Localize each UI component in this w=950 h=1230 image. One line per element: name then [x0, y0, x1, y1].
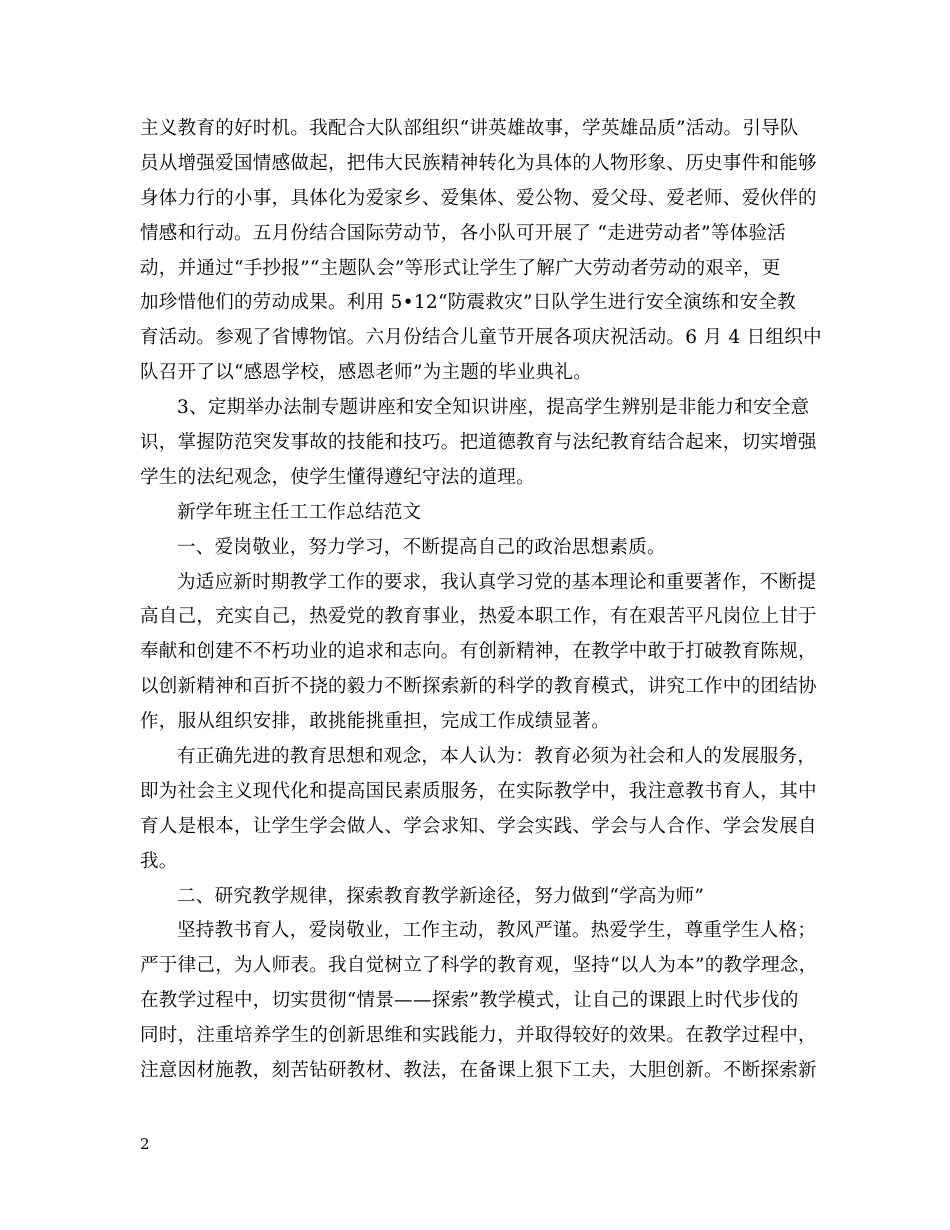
text-line: 严于律己，为人师表。我自觉树立了科学的教育观，坚持“以人为本”的教学理念，: [140, 955, 818, 977]
section-heading: 一、爱岗敬业，努力学习，不断提高自己的政治思想素质。: [177, 536, 666, 558]
text-line: 注意因材施教，刻苦钻研教材、教法，在备课上狠下工夫，大胆创新。不断探索新: [140, 1060, 817, 1082]
text-line: 同时，注重培养学生的创新思维和实践能力，并取得较好的效果。在教学过程中，: [140, 1025, 817, 1047]
text-line: 我。: [140, 850, 178, 872]
text-line: 主义教育的好时机。我配合大队部组织“讲英雄故事，学英雄品质”活动。引导队: [140, 118, 799, 139]
text-line: 作，服从组织安排，敢挑能挑重担，完成工作成绩显著。: [140, 711, 611, 733]
text-line: 奉献和创建不不朽功业的追求和志向。有创新精神，在教学中敢于打破教育陈规，: [140, 641, 817, 663]
text-line: 员从增强爱国情感做起，把伟大民族精神转化为具体的人物形象、历史事件和能够: [140, 152, 817, 174]
text-line: 加珍惜他们的劳动成果。利用 5•12“防震救灾”日队学生进行安全演练和安全教: [140, 292, 796, 314]
text-line: 3、定期举办法制专题讲座和安全知识讲座，提高学生辨别是非能力和安全意: [177, 397, 810, 419]
text-line: 动，并通过“手抄报”“主题队会”等形式让学生了解广大劳动者劳动的艰辛，更: [140, 257, 781, 279]
section-heading: 二、研究教学规律，探索教育教学新途径，努力做到“学高为师”: [177, 885, 705, 907]
document-body: [140, 112, 820, 1089]
text-line: 以创新精神和百折不挠的毅力不断探索新的科学的教育模式，讲究工作中的团结协: [140, 676, 817, 698]
text-line: 识，掌握防范突发事故的技能和技巧。把道德教育与法纪教育结合起来，切实增强: [140, 432, 817, 454]
text-line: 学生的法纪观念，使学生懂得遵纪守法的道理。: [140, 466, 535, 488]
text-line: 身体力行的小事，具体化为爱家乡、爱集体、爱公物、爱父母、爱老师、爱伙伴的: [140, 187, 817, 209]
text-line: 育人是根本，让学生学会做人、学会求知、学会实践、学会与人合作、学会发展自: [140, 815, 817, 837]
text-line: 即为社会主义现代化和提高国民素质服务，在实际教学中，我注意教书育人，其中: [140, 780, 817, 802]
section-title: 新学年班主任工工作总结范文: [177, 501, 422, 523]
text-line: 坚持教书育人，爱岗敬业，工作主动，教风严谨。热爱学生，尊重学生人格；: [177, 920, 817, 942]
text-line: 高自己，充实自己，热爱党的教育事业，热爱本职工作，有在艰苦平凡岗位上甘于: [140, 606, 817, 628]
text-line: 在教学过程中，切实贯彻“情景——探索”教学模式，让自己的课跟上时代步伐的: [140, 990, 799, 1012]
text-line: 育活动。参观了省博物馆。六月份结合儿童节开展各项庆祝活动。6 月 4 日组织中: [140, 327, 822, 349]
text-line: 情感和行动。五月份结合国际劳动节，各小队可开展了 “走进劳动者”等体验活: [140, 222, 787, 244]
page-number: 2: [140, 1135, 150, 1153]
text-line: 为适应新时期教学工作的要求，我认真学习党的基本理论和重要著作，不断提: [177, 571, 817, 593]
text-line: 有正确先进的教育思想和观念，本人认为：教育必须为社会和人的发展服务，: [177, 746, 817, 768]
text-line: 队召开了以“感恩学校，感恩老师”为主题的毕业典礼。: [140, 362, 592, 384]
